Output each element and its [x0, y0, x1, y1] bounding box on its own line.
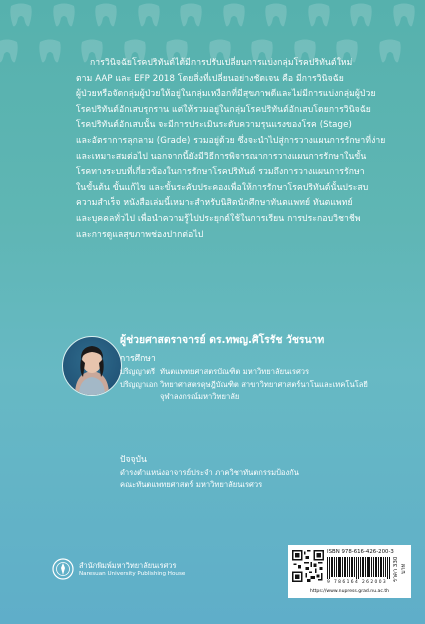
tooth-icon — [389, 0, 419, 30]
author-photo — [62, 336, 122, 396]
blurb-line: ตาม AAP และ EFP 2018 โดยสิ่งที่เปลี่ยนอย่างชัดเจน คือ มีการวินิจฉัย — [76, 73, 344, 84]
publisher-url: https://www.nupress.grad.nu.ac.th — [309, 589, 390, 594]
tooth-icon — [134, 0, 164, 30]
blurb-line: และบุคคลทั่วไป เพื่อนำความรู้ไปประยุกต์ใช้ในการเรียน การประกอบวิชาชีพ — [76, 213, 361, 224]
blurb-line: และอัตราการลุกลาม (Grade) รวมอยู่ด้วย ซึ่งจะนำไปสู่การวางแผนการรักษาที่ง่าย — [76, 135, 386, 146]
education-heading: การศึกษา — [120, 354, 156, 364]
tooth-icon — [304, 0, 334, 30]
ean-barcode — [327, 557, 391, 579]
degree-detail: ทันตแพทยศาสตรบัณฑิต มหาวิทยาลัยนเรศวร — [160, 367, 310, 376]
current-heading: ปัจจุบัน — [120, 455, 147, 465]
tooth-icon — [6, 0, 36, 30]
tooth-icon — [35, 36, 65, 66]
publisher-name-th: สำนักพิมพ์มหาวิทยาลัยนเรศวร — [79, 560, 177, 570]
current-position — [120, 467, 299, 491]
person-portrait-icon — [63, 337, 121, 395]
blurb-line: โรคปริทันต์อักเสบรุกราน แต่ให้รวมอยู่ในกลุ่มโรคปริทันต์อักเสบโดยการวินิจฉัย — [76, 104, 371, 115]
qr-code-icon — [292, 550, 324, 582]
tooth-icon — [219, 0, 249, 30]
author-name: ผู้ช่วยศาสตราจารย์ ดร.ทพญ.ศิโรรัช วัชรนาท — [120, 334, 325, 346]
degree-label: ปริญญาตรี — [120, 367, 156, 376]
naresuan-seal-icon — [52, 558, 74, 580]
education-row-doctorate — [120, 379, 420, 391]
education-row-bachelor — [120, 366, 420, 378]
blurb-line: โรคปริทันต์อักเสบนั้น จะมีการประเมินระดับความรุนแรงของโรค (Stage) — [76, 120, 352, 131]
barcode-digits: 9 786164 262003 — [327, 580, 388, 585]
tooth-icon — [49, 0, 79, 30]
degree-detail: จุฬาลงกรณ์มหาวิทยาลัย — [160, 392, 240, 401]
tooth-icon — [91, 0, 121, 30]
blurb-line: โรคทางระบบที่เกี่ยวข้องในการรักษาโรคปริทันต์ รวมถึงการวางแผนการรักษา — [76, 167, 365, 178]
tooth-icon — [346, 0, 376, 30]
description-blurb — [76, 56, 394, 243]
position-line: ดำรงตำแหน่งอาจารย์ประจำ ภาควิชาทันตกรรมป้องกัน — [120, 468, 299, 477]
blurb-line: ในขั้นต้น ขั้นแก้ไข และขั้นระคับประคองเพื่อให้การรักษาโรคปริทันต์นั้นประสบ — [76, 182, 369, 193]
tooth-icon — [261, 0, 291, 30]
degree-label: ปริญญาเอก — [120, 380, 158, 389]
price-label: ราคา 330 บาท — [393, 556, 407, 582]
publisher-block — [52, 558, 185, 580]
position-line: คณะทันตแพทยศาสตร์ มหาวิทยาลัยนเรศวร — [120, 479, 263, 489]
tooth-icon — [176, 0, 206, 30]
blurb-line: และเหมาะสมต่อไป นอกจากนี้ยังมีวิธีการพิจารณาการวางแผนการรักษาในขั้น — [76, 151, 367, 162]
isbn-barcode-panel — [288, 545, 411, 598]
blurb-line: ผู้ป่วยหรือจัดกลุ่มผู้ป่วยให้อยู่ในกลุ่มเหงือกที่มีสุขภาพดีและไม่มีการแบ่งกลุ่มผู้ป่วย — [76, 89, 376, 100]
blurb-line: ความสำเร็จ หนังสือเล่มนี้เหมาะสำหรับนิสิตนักศึกษาทันตแพทย์ ทันตแพทย์ — [76, 198, 353, 209]
publisher-name-en: Naresuan University Publishing House — [79, 570, 186, 577]
tooth-pattern-top — [0, 0, 425, 34]
degree-detail: วิทยาศาสตรดุษฎีบัณฑิต สาขาวิทยาศาสตร์นาโนและเทคโนโลยี — [160, 380, 368, 389]
isbn-number: ISBN 978-616-426-200-3 — [327, 549, 394, 555]
blurb-line: และการดูแลสุขภาพช่องปากต่อไป — [76, 229, 204, 240]
blurb-line: การวินิจฉัยโรคปริทันต์ได้มีการปรับเปลี่ยนการแบ่งกลุ่มโรคปริทันต์ใหม่ — [90, 58, 353, 68]
tooth-icon — [0, 36, 22, 66]
education-row-doctorate-cont — [120, 391, 420, 403]
